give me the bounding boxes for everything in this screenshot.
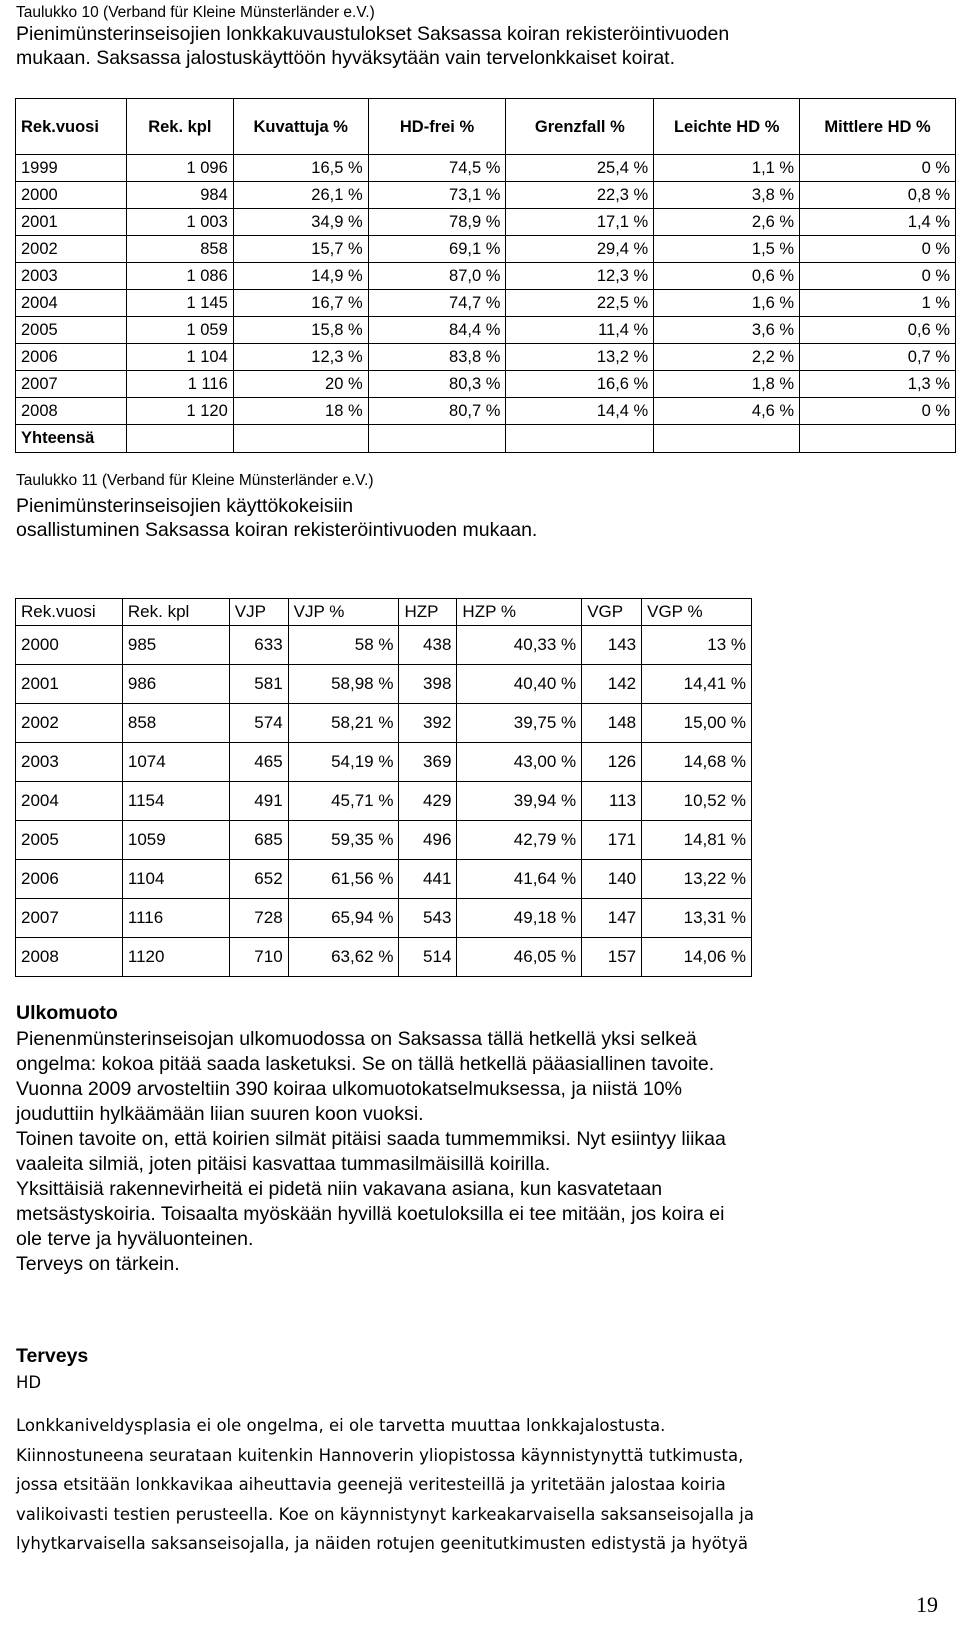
table-cell: 581 [229, 665, 288, 704]
table10-caption [16, 4, 375, 22]
header-cell: Grenzfall % [506, 99, 654, 155]
table-cell: 147 [582, 899, 642, 938]
table-cell: 1116 [122, 899, 229, 938]
table-cell: 441 [399, 860, 457, 899]
table-cell: 1 116 [126, 371, 233, 398]
table10-caption-org: (Verband für Kleine Münsterländer e.V.) [103, 4, 375, 21]
table-cell: 40,40 % [457, 665, 582, 704]
table-cell: 29,4 % [506, 236, 654, 263]
table-cell: 16,5 % [233, 155, 368, 182]
table-cell: 54,19 % [288, 743, 399, 782]
table-cell: 858 [122, 704, 229, 743]
table-cell: 14,68 % [642, 743, 752, 782]
table-cell: 22,5 % [506, 290, 654, 317]
table-row [16, 743, 752, 782]
table-cell: 2007 [16, 371, 127, 398]
table-cell: 14,41 % [642, 665, 752, 704]
table-cell: 392 [399, 704, 457, 743]
text-line: lyhytkarvaisella saksanseisojalla, ja näiden rotujen geenitutkimusten edistystä ja hyötyä [16, 1534, 749, 1553]
table-cell: 1 145 [126, 290, 233, 317]
table-cell [654, 425, 800, 453]
table-cell: 80,3 % [368, 371, 506, 398]
table-cell: 491 [229, 782, 288, 821]
table-cell: 16,7 % [233, 290, 368, 317]
table-cell: 514 [399, 938, 457, 977]
table-cell: 39,94 % [457, 782, 582, 821]
table-cell: 83,8 % [368, 344, 506, 371]
hd-subheading: HD [16, 1373, 42, 1392]
table-cell: 73,1 % [368, 182, 506, 209]
table-cell: 3,6 % [654, 317, 800, 344]
table-cell: 42,79 % [457, 821, 582, 860]
table-cell: 0 % [800, 263, 956, 290]
table-row [16, 290, 956, 317]
table10-caption-prefix: Taulukko 10 [16, 4, 104, 21]
table-cell: 2003 [16, 743, 123, 782]
table-cell [126, 425, 233, 453]
table-cell: 49,18 % [457, 899, 582, 938]
table-row [16, 398, 956, 425]
text-line: Toinen tavoite on, että koirien silmät pitäisi saada tummemmiksi. Nyt esiintyy liikaa [16, 1128, 726, 1150]
terveys-heading: Terveys [16, 1345, 89, 1367]
text-line: Pienenmünsterinseisojan ulkomuodossa on Saksassa tällä hetkellä yksi selkeä [16, 1028, 697, 1050]
table-header-row [16, 599, 752, 626]
text-line: vaaleita silmiä, joten pitäisi kasvattaa tummasilmäisillä koirilla. [16, 1153, 551, 1175]
table-cell: 2004 [16, 290, 127, 317]
table-cell: 1074 [122, 743, 229, 782]
table-cell: 11,4 % [506, 317, 654, 344]
table-cell: 58,21 % [288, 704, 399, 743]
table-cell: 74,5 % [368, 155, 506, 182]
table-cell: 429 [399, 782, 457, 821]
table-cell: 78,9 % [368, 209, 506, 236]
table-cell: 2,2 % [654, 344, 800, 371]
page-number: 19 [916, 1592, 938, 1617]
table-cell: 13,22 % [642, 860, 752, 899]
table-cell: 14,06 % [642, 938, 752, 977]
table-cell: 1154 [122, 782, 229, 821]
table-cell: 984 [126, 182, 233, 209]
table-cell: 87,0 % [368, 263, 506, 290]
text-line: Lonkkaniveldysplasia ei ole ongelma, ei ole tarvetta muuttaa lonkkajalostusta. [16, 1416, 666, 1435]
table-cell: 34,9 % [233, 209, 368, 236]
table-row [16, 344, 956, 371]
table-row [16, 665, 752, 704]
table-cell: 1,6 % [654, 290, 800, 317]
text-line: jouduttiin hylkäämään liian suuren koon vuoksi. [16, 1103, 424, 1125]
table-row [16, 182, 956, 209]
field-trials-table [15, 598, 752, 977]
table10-title-line1: Pienimünsterinseisojien lonkkakuvaustulokset Saksassa koiran rekisteröintivuoden [16, 23, 730, 45]
table-cell: 2001 [16, 209, 127, 236]
header-cell: Mittlere HD % [800, 99, 956, 155]
table-cell: 80,7 % [368, 398, 506, 425]
header-cell: Rek. kpl [126, 99, 233, 155]
table-cell: 2000 [16, 182, 127, 209]
table-cell: 17,1 % [506, 209, 654, 236]
text-line: metsästyskoiria. Toisaalta myöskään hyvillä koetuloksilla ei tee mitään, jos koira ei [16, 1203, 725, 1225]
total-label: Yhteensä [16, 425, 127, 453]
header-cell: VJP % [288, 599, 399, 626]
text-line: Terveys on tärkein. [16, 1253, 180, 1275]
ulkomuoto-body [16, 1027, 726, 1277]
table-cell: 14,81 % [642, 821, 752, 860]
table-cell: 10,52 % [642, 782, 752, 821]
table-row [16, 263, 956, 290]
header-cell: HZP [399, 599, 457, 626]
table-cell: 113 [582, 782, 642, 821]
table-cell: 0 % [800, 398, 956, 425]
table-header-row [16, 99, 956, 155]
table-cell: 1 104 [126, 344, 233, 371]
table-cell: 1,3 % [800, 371, 956, 398]
table-cell: 45,71 % [288, 782, 399, 821]
table11-title-line2: osallistuminen Saksassa koiran rekisteröintivuoden mukaan. [16, 519, 538, 541]
table-cell: 728 [229, 899, 288, 938]
table-cell: 1 003 [126, 209, 233, 236]
table-cell: 2004 [16, 782, 123, 821]
table-cell: 465 [229, 743, 288, 782]
table-row [16, 209, 956, 236]
table-cell: 2006 [16, 344, 127, 371]
table-row [16, 371, 956, 398]
table-cell: 2008 [16, 398, 127, 425]
table-cell: 3,8 % [654, 182, 800, 209]
table-cell: 1,8 % [654, 371, 800, 398]
table-cell: 41,64 % [457, 860, 582, 899]
header-cell: Rek.vuosi [16, 599, 123, 626]
table-cell: 59,35 % [288, 821, 399, 860]
header-cell: Leichte HD % [654, 99, 800, 155]
table-cell: 84,4 % [368, 317, 506, 344]
table-cell: 43,00 % [457, 743, 582, 782]
table-cell: 22,3 % [506, 182, 654, 209]
table-cell: 69,1 % [368, 236, 506, 263]
table-cell: 652 [229, 860, 288, 899]
table-cell: 157 [582, 938, 642, 977]
table-cell: 15,7 % [233, 236, 368, 263]
table-cell: 1104 [122, 860, 229, 899]
text-line: ole terve ja hyväluonteinen. [16, 1228, 254, 1250]
table-cell: 14,9 % [233, 263, 368, 290]
header-cell: VGP [582, 599, 642, 626]
table-cell: 2005 [16, 317, 127, 344]
table-cell: 1 059 [126, 317, 233, 344]
table11-caption-prefix: Taulukko 11 [16, 472, 102, 489]
table-cell: 985 [122, 626, 229, 665]
table-cell: 13 % [642, 626, 752, 665]
text-line: valikoivasti testien perusteella. Koe on käynnistynyt karkeakarvaisella saksanseisojalla ja [16, 1504, 754, 1524]
table-total-row [16, 425, 956, 453]
table-cell: 142 [582, 665, 642, 704]
table-cell: 58 % [288, 626, 399, 665]
table-cell: 2001 [16, 665, 123, 704]
table-cell: 65,94 % [288, 899, 399, 938]
header-cell: HZP % [457, 599, 582, 626]
table-cell [368, 425, 506, 453]
table-cell: 15,8 % [233, 317, 368, 344]
table-cell: 20 % [233, 371, 368, 398]
hip-results-table [15, 98, 956, 453]
table-cell: 74,7 % [368, 290, 506, 317]
table-cell: 25,4 % [506, 155, 654, 182]
table-cell: 0,6 % [654, 263, 800, 290]
table-cell: 858 [126, 236, 233, 263]
table-cell: 1059 [122, 821, 229, 860]
table-cell: 140 [582, 860, 642, 899]
table-cell: 14,4 % [506, 398, 654, 425]
header-cell: Rek.vuosi [16, 99, 127, 155]
text-line: jossa etsitään lonkkavikaa aiheuttavia geenejä veritesteillä ja yritetään jalostaa koiria [16, 1475, 726, 1494]
table-cell: 0 % [800, 155, 956, 182]
table-cell: 61,56 % [288, 860, 399, 899]
table-cell: 1 % [800, 290, 956, 317]
table-row [16, 626, 752, 665]
table-cell: 126 [582, 743, 642, 782]
table-cell: 0,7 % [800, 344, 956, 371]
table-cell: 1,4 % [800, 209, 956, 236]
table-cell: 2007 [16, 899, 123, 938]
text-line: Vuonna 2009 arvosteltiin 390 koiraa ulkomuotokatselmuksessa, ja niistä 10% [16, 1078, 682, 1100]
table-cell: 1 096 [126, 155, 233, 182]
table-row [16, 782, 752, 821]
table-cell: 18 % [233, 398, 368, 425]
table-cell: 1120 [122, 938, 229, 977]
table10-title-line2: mukaan. Saksassa jalostuskäyttöön hyväksytään vain tervelonkkaiset koirat. [16, 47, 676, 69]
table-cell: 2002 [16, 704, 123, 743]
table-cell: 63,62 % [288, 938, 399, 977]
table-row [16, 860, 752, 899]
table-cell: 2,6 % [654, 209, 800, 236]
table-cell: 1,5 % [654, 236, 800, 263]
header-cell: Kuvattuja % [233, 99, 368, 155]
text-line: ongelma: kokoa pitää saada lasketuksi. Se on tällä hetkellä pääasiallinen tavoite. [16, 1053, 715, 1075]
table-cell: 1999 [16, 155, 127, 182]
ulkomuoto-heading: Ulkomuoto [16, 1002, 118, 1024]
table-cell: 369 [399, 743, 457, 782]
table-row [16, 704, 752, 743]
table-cell: 46,05 % [457, 938, 582, 977]
header-cell: VJP [229, 599, 288, 626]
table-cell: 685 [229, 821, 288, 860]
table-cell [506, 425, 654, 453]
table-cell: 12,3 % [506, 263, 654, 290]
table-row [16, 821, 752, 860]
table-cell: 0 % [800, 236, 956, 263]
table-row [16, 317, 956, 344]
table-cell: 2005 [16, 821, 123, 860]
table-cell: 12,3 % [233, 344, 368, 371]
table-cell: 2000 [16, 626, 123, 665]
table-cell: 40,33 % [457, 626, 582, 665]
table11-caption [16, 472, 374, 490]
table-cell: 986 [122, 665, 229, 704]
table-cell: 2008 [16, 938, 123, 977]
table-cell: 4,6 % [654, 398, 800, 425]
table-cell: 2003 [16, 263, 127, 290]
table-cell [233, 425, 368, 453]
table-cell: 1 120 [126, 398, 233, 425]
table-cell: 574 [229, 704, 288, 743]
table-cell: 26,1 % [233, 182, 368, 209]
table-cell: 1 086 [126, 263, 233, 290]
table-cell: 16,6 % [506, 371, 654, 398]
table-cell: 543 [399, 899, 457, 938]
table-cell: 58,98 % [288, 665, 399, 704]
table11-caption-org: (Verband für Kleine Münsterländer e.V.) [101, 472, 374, 489]
table-cell: 398 [399, 665, 457, 704]
header-cell: VGP % [642, 599, 752, 626]
table-cell: 0,6 % [800, 317, 956, 344]
text-line: Yksittäisiä rakennevirheitä ei pidetä niin vakavana asiana, kun kasvatetaan [16, 1178, 663, 1200]
table-cell: 2002 [16, 236, 127, 263]
table11-title-line1: Pienimünsterinseisojien käyttökokeisiin [16, 495, 354, 517]
table-cell: 2006 [16, 860, 123, 899]
table-row [16, 236, 956, 263]
table-cell: 13,2 % [506, 344, 654, 371]
table-cell: 15,00 % [642, 704, 752, 743]
table-cell: 438 [399, 626, 457, 665]
text-line: Kiinnostuneena seurataan kuitenkin Hannoverin yliopistossa käynnistynyttä tutkimusta, [16, 1445, 744, 1465]
terveys-body [16, 1411, 754, 1559]
header-cell: HD-frei % [368, 99, 506, 155]
table-cell: 496 [399, 821, 457, 860]
table-cell: 710 [229, 938, 288, 977]
table-row [16, 899, 752, 938]
table-cell: 13,31 % [642, 899, 752, 938]
table-cell: 39,75 % [457, 704, 582, 743]
table-cell: 0,8 % [800, 182, 956, 209]
table-cell [800, 425, 956, 453]
table-cell: 633 [229, 626, 288, 665]
table-row [16, 938, 752, 977]
table-cell: 148 [582, 704, 642, 743]
table-cell: 1,1 % [654, 155, 800, 182]
header-cell: Rek. kpl [122, 599, 229, 626]
table-cell: 143 [582, 626, 642, 665]
table-row [16, 155, 956, 182]
table-cell: 171 [582, 821, 642, 860]
